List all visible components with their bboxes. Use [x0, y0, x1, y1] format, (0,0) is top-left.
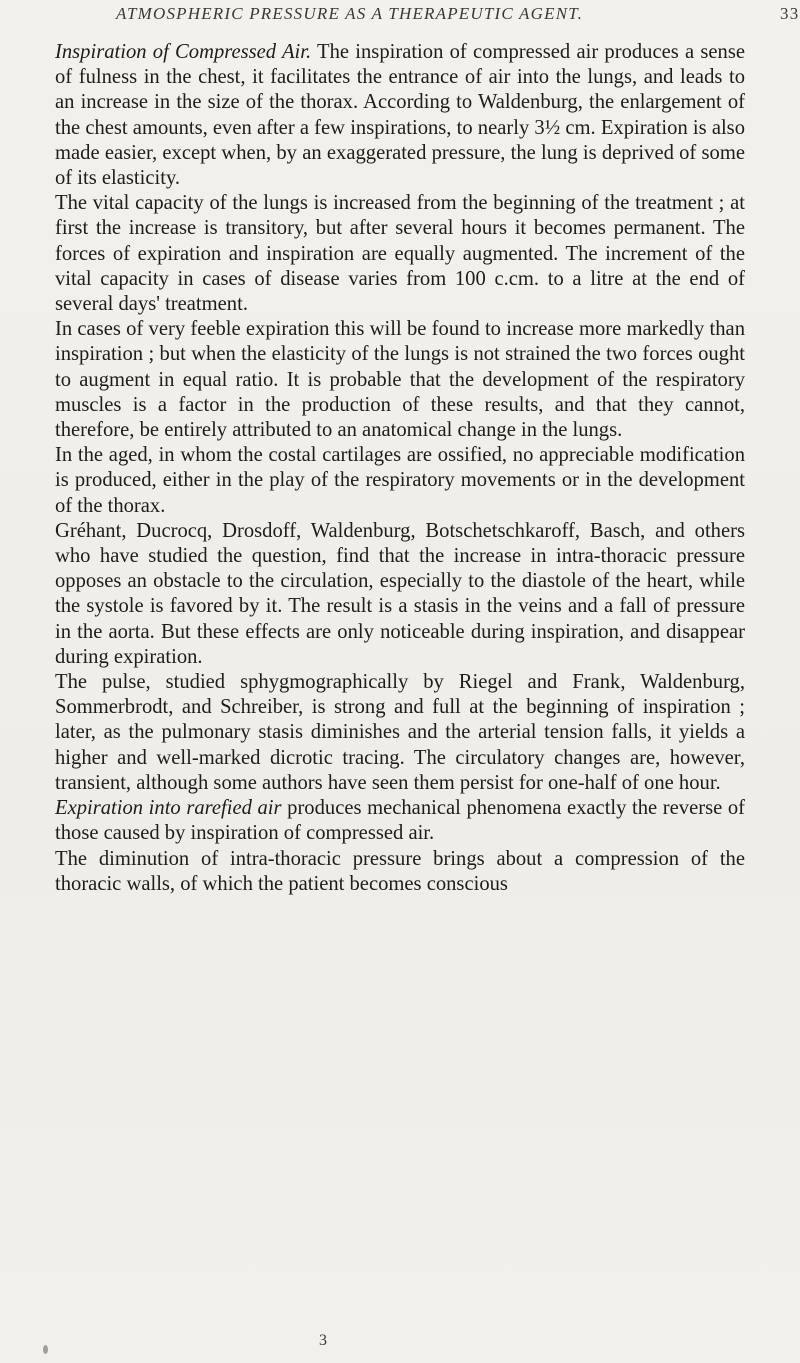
paragraph — [55, 670, 745, 796]
paragraph-text: The inspiration of compressed air produces a sense of fulness in the chest, it facilitates the entrance of air into the lungs, and leads to an increase in the size of the thorax. According to Waldenburg, the enlargement of the chest amounts, even after a few inspirations, to nearly 3½ cm. Expiration is also made easier, except when, by an exaggerated pressure, the lung is deprived of some of its elasticity. — [55, 41, 745, 190]
paragraph — [55, 191, 745, 317]
paragraph — [55, 847, 745, 897]
paragraph-text: In cases of very feeble expiration this will be found to increase more markedly than inspiration ; but when the elasticity of the lungs is not strained the two forces ought to augment in equal ratio. It is probable that the development of the respiratory muscles is a factor in the production of these results, and that they cannot, therefore, be entirely attributed to an anatomical change in the lungs. — [55, 318, 745, 442]
paragraph-text: Gréhant, Ducrocq, Drosdoff, Waldenburg, Botschetschkaroff, Basch, and others who have studied the question, find that the increase in intra-thoracic pressure opposes an obstacle to the circulation, especially to the diastole of the heart, while the systole is favored by it. The result is a stasis in the veins and a fall of pressure in the aorta. But these effects are only noticeable during inspiration, and disappear during expiration. — [55, 519, 745, 668]
body-text — [55, 40, 745, 897]
paragraph-text: The vital capacity of the lungs is increased from the beginning of the treatment ; at first the increase is transitory, but after several hours it becomes permanent. The forces of expiration and inspiration are equally augmented. The increment of the vital capacity in cases of disease varies from 100 c.cm. to a litre at the end of several days' treatment. — [55, 192, 745, 316]
paragraph-italic-lead: Expiration into rarefied air — [55, 797, 282, 820]
ink-blot — [43, 1345, 48, 1354]
paragraph-italic-lead: Inspiration of Compressed Air. — [55, 41, 312, 63]
paragraph-text: In the aged, in whom the costal cartilages are ossified, no appreciable modification is produced, either in the play of the respiratory movements or in the development of the thorax. — [55, 444, 745, 517]
page-number: 33 — [780, 4, 800, 23]
paragraph-text: The pulse, studied sphygmographically by Riegel and Frank, Waldenburg, Sommerbrodt, and Schreiber, is strong and full at the beginning of inspiration ; later, as the pulmonary stasis diminishes and the arterial tension falls, it yields a higher and well-marked dicrotic tracing. The circulatory changes are, however, transient, although some authors have seen them persist for one-half of one hour. — [55, 671, 745, 794]
paragraph-text: The diminution of intra-thoracic pressure brings about a compression of the thoracic walls, of which the patient becomes conscious — [55, 847, 745, 895]
paragraph-text: produces mechanical phenomena exactly the reverse of those caused by inspiration of compressed air. — [55, 797, 745, 845]
paragraph — [55, 317, 745, 443]
paragraph — [55, 519, 745, 670]
paragraph — [55, 796, 745, 846]
running-head — [116, 4, 800, 24]
paragraph — [55, 40, 745, 191]
paragraph — [55, 443, 745, 519]
running-head-title: ATMOSPHERIC PRESSURE AS A THERAPEUTIC AGENT. — [116, 4, 584, 23]
folio-signature: 3 — [319, 1332, 327, 1349]
